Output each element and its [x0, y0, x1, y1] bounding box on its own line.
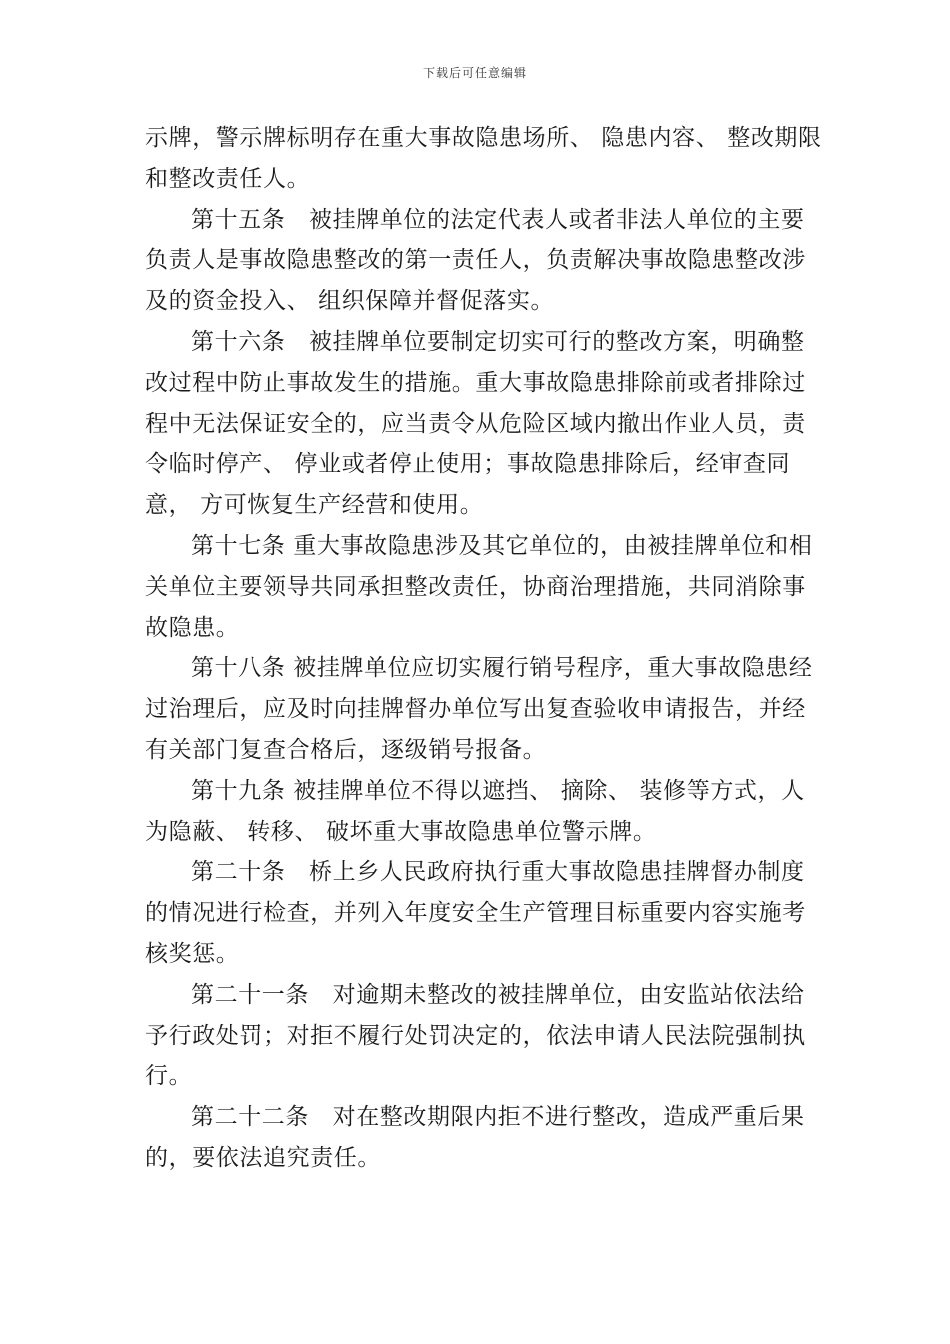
- article-20: 第二十条 桥上乡人民政府执行重大事故隐患挂牌督办制度的情况进行检查，并列入年度安全生产管理目标重要内容实施考核奖惩。: [145, 859, 806, 967]
- article-19: 第十九条 被挂牌单位不得以遮挡、 摘除、 装修等方式，人为隐蔽、 转移、 破坏重大事故隐患单位警示牌。: [145, 777, 805, 845]
- article-17: 第十七条 重大事故隐患涉及其它单位的，由被挂牌单位和相关单位主要领导共同承担整改责任，协商治理措施，共同消除事故隐患。: [145, 532, 813, 641]
- paragraph-continuation: 示牌，警示牌标明存在重大事故隐患场所、 隐患内容、 整改期限和整改责任人。: [145, 125, 822, 192]
- article-21: 第二十一条 对逾期未整改的被挂牌单位，由安监站依法给予行政处罚；对拒不履行处罚决定的，依法申请人民法院强制执行。: [145, 981, 806, 1090]
- document-body: [145, 118, 825, 1179]
- article-18: 第十八条 被挂牌单位应切实履行销号程序，重大事故隐患经过治理后，应及时向挂牌督办单位写出复查验收申请报告，并经有关部门复查合格后，逐级销号报备。: [145, 655, 813, 763]
- article-22: 第二十二条 对在整改期限内拒不进行整改，造成严重后果的，要依法追究责任。: [145, 1104, 805, 1171]
- page-header-note: 下载后可任意编辑: [422, 66, 527, 80]
- article-16: 第十六条 被挂牌单位要制定切实可行的整改方案，明确整改过程中防止事故发生的措施。重大事故隐患排除前或者排除过程中无法保证安全的，应当责令从危险区域内撤出作业人员，责令临时停产、 停业或者停止使用；事故隐患排除后，经审查同意， 方可恢复生产经营和使用。: [145, 328, 806, 519]
- article-15: 第十五条 被挂牌单位的法定代表人或者非法人单位的主要负责人是事故隐患整改的第一责任人，负责解决事故隐患整改涉及的资金投入、 组织保障并督促落实。: [145, 206, 806, 315]
